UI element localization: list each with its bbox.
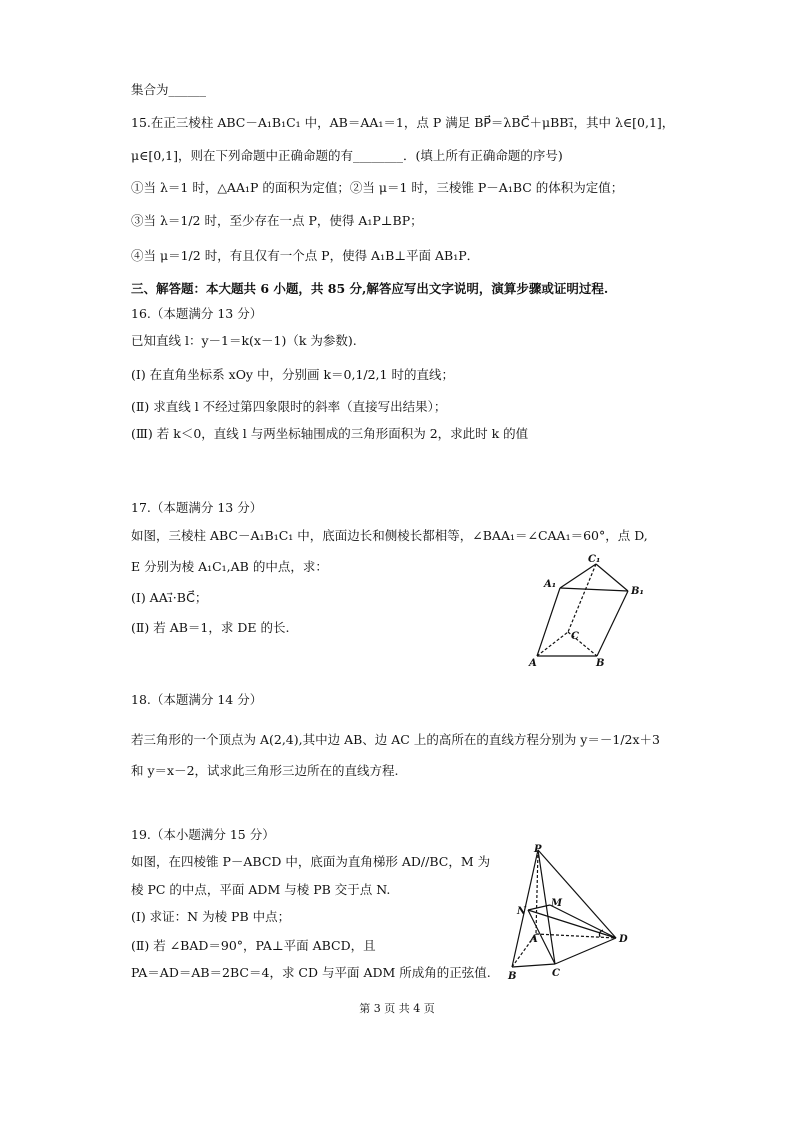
page-footer: 第 3 页 共 4 页 bbox=[359, 1002, 435, 1015]
q15-option-4: ④当 μ＝1/2 时，有且仅有一个点 P，使得 A₁B⊥平面 AB₁P． bbox=[131, 248, 480, 263]
q19-stem-line2: 棱 PC 的中点，平面 ADM 与棱 PB 交于点 N. bbox=[131, 882, 391, 897]
q19-fig-label-a: A bbox=[530, 934, 538, 945]
q18-header: 18.（本题满分 14 分） bbox=[131, 692, 263, 707]
q19-part-2: (Ⅱ) 若 ∠BAD＝90°，PA⊥平面 ABCD，且 bbox=[131, 938, 376, 953]
q15-option-1-2: ①当 λ＝1 时，△AA₁P 的面积为定值；②当 μ＝1 时，三棱锥 P－A₁BC 的体积为定值； bbox=[131, 180, 624, 195]
q19-header: 19.（本小题满分 15 分） bbox=[131, 827, 275, 842]
q16-header: 16.（本题满分 13 分） bbox=[131, 306, 263, 321]
section-3-heading: 三、解答题：本大题共 6 小题，共 85 分,解答应写出文字说明，演算步骤或证明过程. bbox=[131, 281, 609, 296]
q17-fig-label-b1: B₁ bbox=[631, 586, 644, 597]
q19-stem-line1: 如图，在四棱锥 P－ABCD 中，底面为直角梯形 AD//BC，M 为 bbox=[131, 854, 491, 869]
q19-fig-label-c: C bbox=[552, 968, 560, 979]
q16-stem: 已知直线 l：y－1＝k(x－1)（k 为参数). bbox=[131, 333, 357, 348]
q17-fig-label-a: A bbox=[529, 658, 537, 669]
q19-part-1: (Ⅰ) 求证：N 为棱 PB 中点； bbox=[131, 909, 291, 924]
q17-stem-line2: E 分别为棱 A₁C₁,AB 的中点，求： bbox=[131, 559, 328, 574]
q17-stem-line1: 如图，三棱柱 ABC－A₁B₁C₁ 中，底面边长和侧棱长都相等，∠BAA₁＝∠CAA₁＝60°，点 D, bbox=[131, 528, 648, 543]
q18-line2: 和 y＝x－2，试求此三角形三边所在的直线方程. bbox=[131, 763, 399, 778]
q17-fig-label-c: C bbox=[571, 631, 579, 642]
q16-part-1: (Ⅰ) 在直角坐标系 xOy 中，分别画 k＝0,1/2,1 时的直线； bbox=[131, 367, 454, 382]
q19-fig-label-d: D bbox=[619, 934, 628, 945]
q19-fig-label-n: N bbox=[517, 906, 527, 917]
q15-line1: 15.在正三棱柱 ABC－A₁B₁C₁ 中，AB＝AA₁＝1，点 P 满足 BP⃗＝λBC⃗＋μBB₁⃗，其中 λ∈[0,1]， bbox=[131, 115, 675, 130]
q15-option-3: ③当 λ＝1/2 时，至少存在一点 P，使得 A₁P⊥BP； bbox=[131, 213, 423, 228]
q17-part-1: (Ⅰ) AA₁⃗·BC⃗； bbox=[131, 590, 208, 605]
q17-prism-figure bbox=[520, 552, 650, 673]
q15-line2: μ∈[0,1]，则在下列命题中正确命题的有________．(填上所有正确命题的序号) bbox=[131, 148, 563, 163]
q19-fig-label-b: B bbox=[508, 971, 517, 982]
q17-header: 17.（本题满分 13 分） bbox=[131, 500, 263, 515]
q19-pyramid-figure bbox=[500, 842, 640, 987]
carryover-answer-blank: 集合为______ bbox=[131, 82, 207, 97]
q19-part-3: PA＝AD＝AB＝2BC＝4，求 CD 与平面 ADM 所成角的正弦值. bbox=[131, 965, 491, 980]
q19-fig-label-m: M bbox=[551, 898, 563, 909]
q17-fig-label-a1: A₁ bbox=[544, 579, 557, 590]
q17-part-2: (Ⅱ) 若 AB＝1，求 DE 的长. bbox=[131, 620, 290, 635]
q16-part-3: (Ⅲ) 若 k＜0，直线 l 与两坐标轴围成的三角形面积为 2，求此时 k 的值 bbox=[131, 426, 529, 441]
q17-fig-label-c1: C₁ bbox=[588, 554, 601, 565]
q18-line1: 若三角形的一个顶点为 A(2,4),其中边 AB、边 AC 上的高所在的直线方程分别为 y＝－1/2x＋3 bbox=[131, 732, 660, 747]
q16-part-2: (Ⅱ) 求直线 l 不经过第四象限时的斜率（直接写出结果）； bbox=[131, 399, 447, 414]
q17-fig-label-b: B bbox=[596, 658, 605, 669]
q19-fig-label-p: P bbox=[534, 844, 542, 855]
